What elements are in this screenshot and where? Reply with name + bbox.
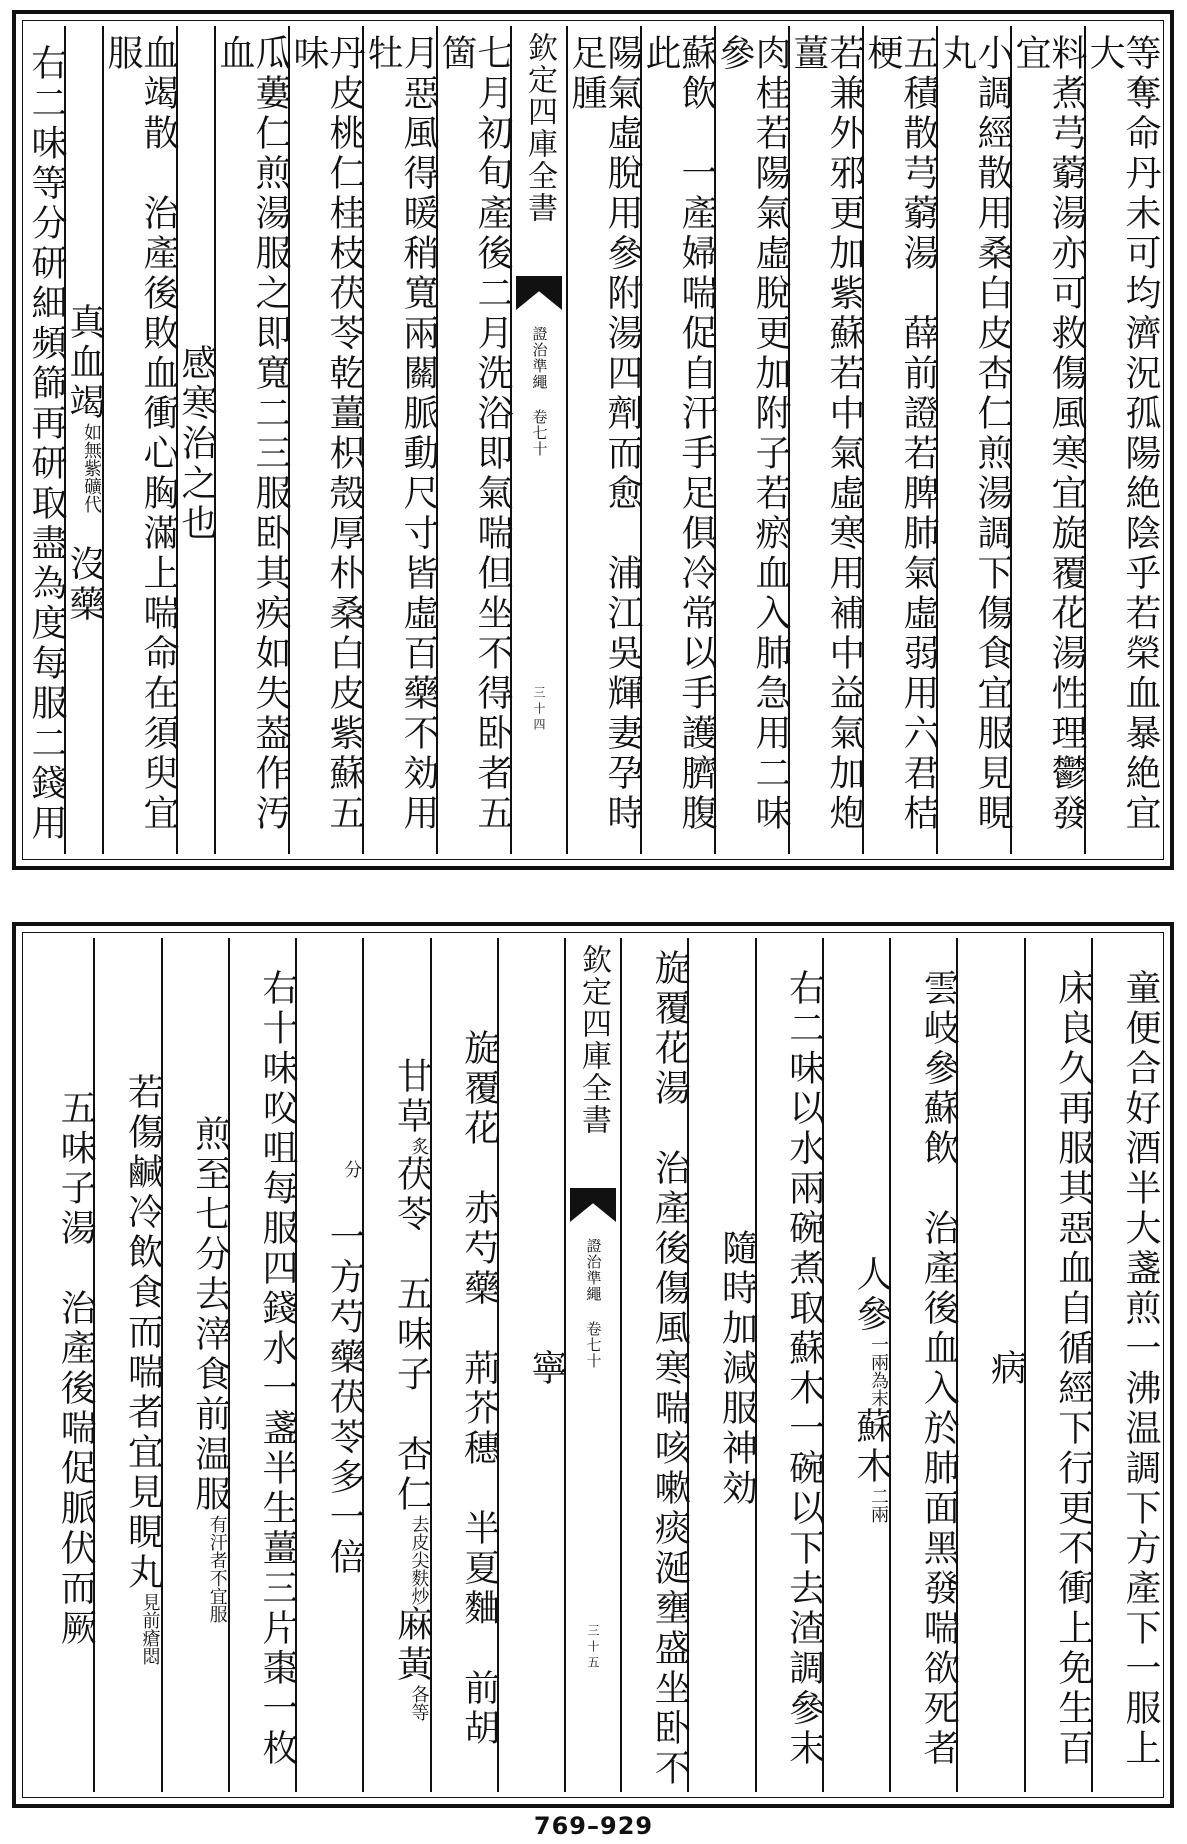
column-text: 肉桂若陽氣虛脫更加附子若瘀血入肺急用二味參 [714,34,791,834]
column-text: 月惡風得暖稍寬兩關脈動尺寸皆虛百藥不効用牡 [362,34,439,834]
text-column [956,938,1027,1792]
text-column [28,938,97,1792]
column-text: 丹皮桃仁桂枝茯苓乾薑枳殼厚朴桑白皮紫蘇五味 [288,34,365,834]
text-column [102,26,179,854]
text-column [1091,938,1161,1792]
text-column [295,938,366,1792]
fish-tail-mark [516,276,562,310]
top-page [12,10,1174,870]
text-column [936,26,1013,854]
text-column [714,26,791,854]
column-text: 右十味㕮咀每服四錢水一盞半生薑三片棗一枚 [257,969,298,1769]
column-text: 五積散芎藭湯 薛前證若脾肺氣虛弱用六君桔梗 [862,34,939,834]
text-column [176,26,217,854]
gutter-title: 欽定四庫全書 [522,32,557,224]
column-text: 旋覆花湯 治產後傷風寒喘咳嗽痰涎壅盛坐卧不 [649,949,691,1789]
text-column [362,938,433,1792]
gutter-subtitle: 證治準繩 卷七十 [530,326,549,457]
text-column [640,26,717,854]
text-column [788,26,865,854]
column-text: 麻黃 [391,1605,433,1685]
text-column [755,938,825,1792]
text-column [228,938,298,1792]
text-column [497,938,567,1792]
text-column [362,26,439,854]
text-column [822,938,892,1792]
interlinear-note: 炙 [408,1137,430,1155]
interlinear-note: 一兩為末 [868,1335,889,1407]
column-text: 血竭散 治產後敗血衝心胸滿上喘命在須臾宜服 [102,34,179,834]
column-text: 真血竭 [64,263,105,423]
column-text: 隨時加減服神効 [716,1229,758,1509]
column-text: 瓜蔞仁煎湯服之即寬二三服卧其疾如失葢作汚血 [214,34,291,834]
gutter-leaf-number: 三十四 [532,686,546,734]
column-text: 童便合好酒半大盞煎一沸温調下方產下一服上 [1120,969,1161,1769]
text-column [1084,26,1161,854]
column-text: 七月初旬產後二月洗浴即氣喘但坐不得卧者五箇 [436,34,513,834]
column-text: 床良久再服其惡血自循經下行更不衝上免生百 [1052,969,1094,1769]
column-text: 病 [985,1349,1027,1389]
text-column [64,26,105,854]
fish-tail-mark [570,1188,616,1222]
text-column [566,26,643,854]
book-gutter [564,938,620,1792]
page-number: 769–929 [533,1812,654,1840]
text-column [889,938,960,1792]
text-column [93,938,164,1792]
interlinear-note: 如無紫礦代 [81,423,102,513]
text-column [436,26,513,854]
column-text: 甘草 [391,1017,433,1137]
text-column [430,938,500,1792]
book-gutter [510,26,566,854]
column-text: 雲岐參蘇飲 治產後血入於肺面黑發喘欲死者 [918,969,960,1769]
text-column [1010,26,1087,854]
column-text: 沒藥 [64,545,105,625]
column-text: 若兼外邪更加紫蘇若中氣虛寒用補中益氣加炮薑 [788,34,865,834]
column-text: 五味子湯 治產後喘促脈伏而厥 [55,1089,97,1649]
text-column [214,26,291,854]
gutter-title: 欽定四庫全書 [576,944,611,1136]
text-column [1024,938,1094,1792]
column-text: 茯苓 五味子 杏仁 [391,1155,433,1515]
interlinear-note: 見前瘡悶 [139,1593,161,1665]
column-text: 右二味以水兩碗煮取蘇木一碗以下去渣調參末 [783,969,825,1769]
text-column [288,26,365,854]
interlinear-note: 二兩 [868,1487,889,1523]
column-text: 陽氣虛脫用參附湯四劑而愈 浦江吳輝妻孕時足腫 [566,34,643,834]
interlinear-note: 有汗者不宜服 [206,1515,228,1623]
column-text: 旋覆花 赤芍藥 荊芥穗 半夏麯 前胡 [458,989,500,1749]
column-text: 小調經散用桑白皮杏仁煎湯調下傷食宜服見睍丸 [936,34,1013,834]
column-text: 煎至七分去滓食前温服 [189,1115,231,1515]
column-text: 右二味等分研細頻篩再研取盡為度每服二錢用 [26,44,67,844]
column-text: 蘇飲 一產婦喘促自汗手足俱冷常以手護臍腹此 [640,34,717,834]
text-column [687,938,758,1792]
column-text: 若傷鹹冷飲食而喘者宜見睍丸 [122,1073,164,1593]
column-text: 一方芍藥茯苓多一倍 [324,1178,366,1578]
column-text: 蘇木 [851,1407,892,1487]
gutter-leaf-number: 三十五 [586,1624,600,1672]
column-text: 寧 [526,1349,567,1389]
interlinear-note: 各等 [408,1685,430,1721]
text-column [26,26,67,854]
column-text: 料煮芎藭湯亦可救傷風寒宜旋覆花湯性理鬱發宜 [1010,34,1087,834]
column-text: 等奪命丹未可均濟況孤陽絶陰乎若榮血暴絶宜大 [1084,34,1161,834]
column-text: 感寒治之也 [176,344,217,544]
bottom-page [12,922,1174,1808]
text-column [620,938,691,1792]
gutter-subtitle: 證治準繩 卷七十 [584,1238,603,1369]
interlinear-note: 分 [341,1160,363,1178]
text-column [862,26,939,854]
text-column [161,938,231,1792]
interlinear-note: 去皮尖麩炒 [408,1515,430,1605]
column-text: 人參 [851,1215,892,1335]
